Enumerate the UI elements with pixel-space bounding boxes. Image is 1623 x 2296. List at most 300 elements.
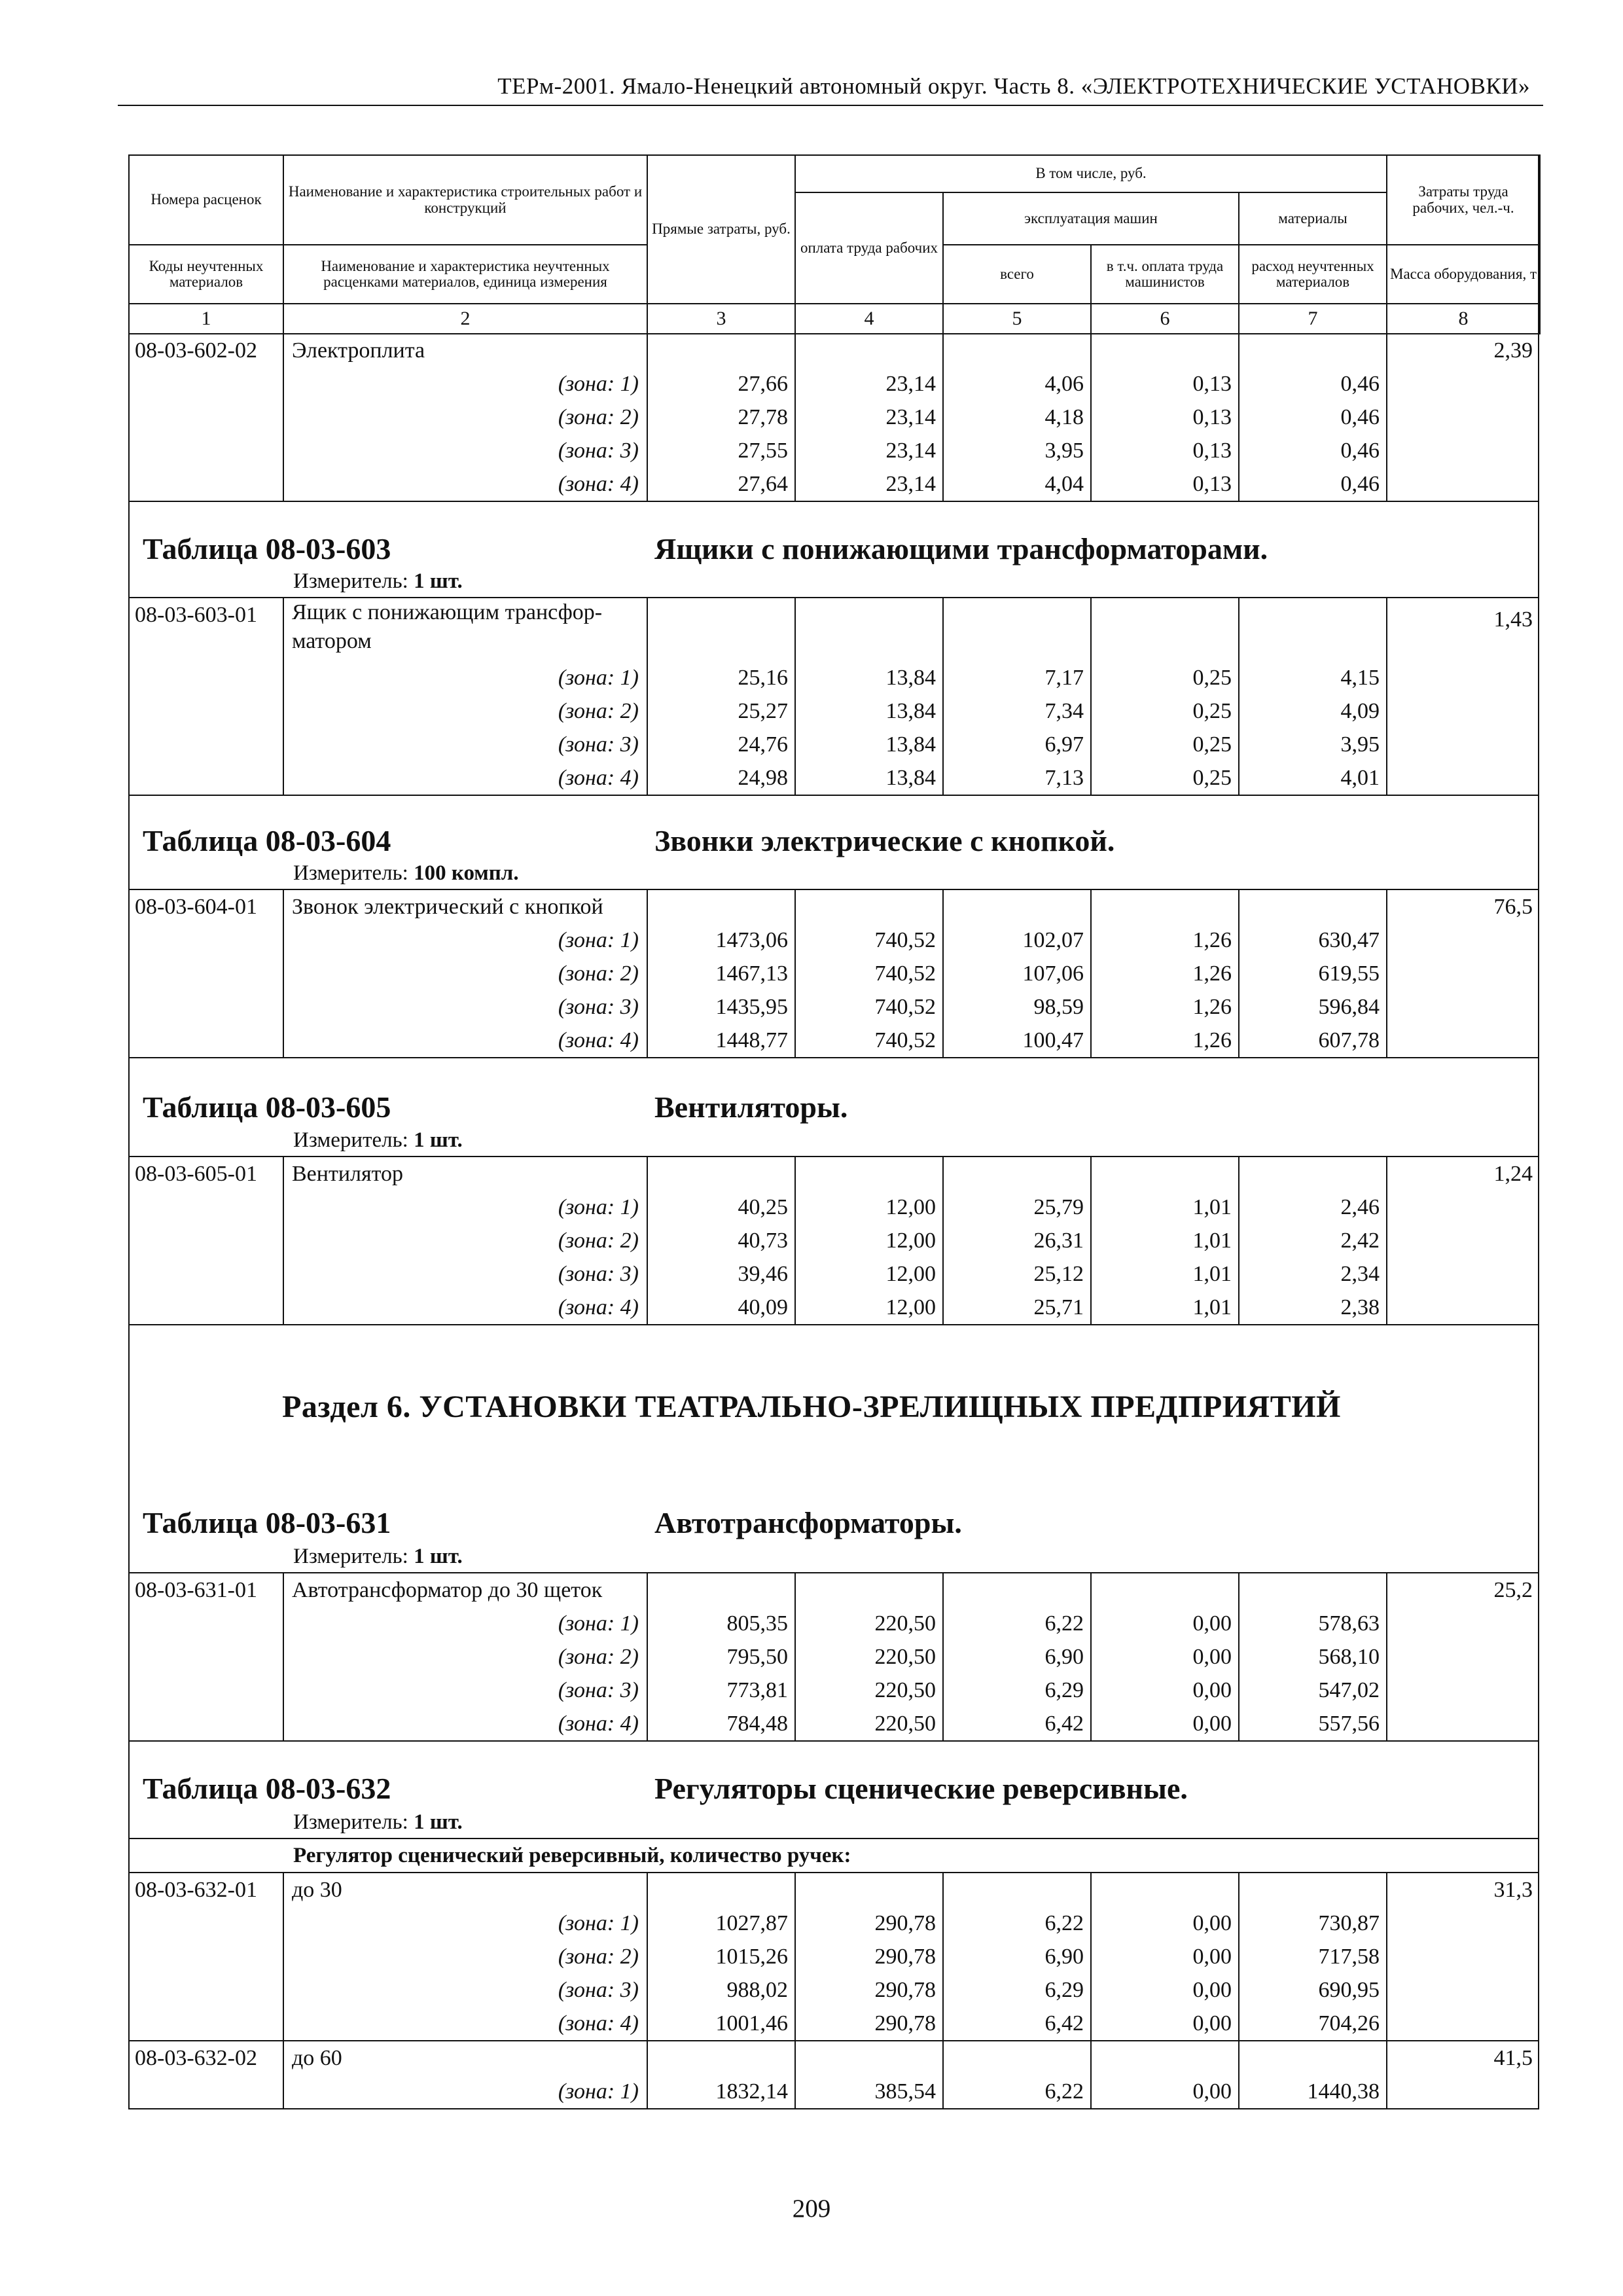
- table-row: [128, 1907, 1539, 1940]
- empty-cell: [794, 2041, 942, 2075]
- empty-cell: [1386, 2007, 1539, 2040]
- item-name: Звонок электрический с кнопкой: [283, 890, 647, 924]
- empty-cell: [1386, 728, 1539, 761]
- empty-cell: [647, 334, 794, 367]
- empty-cell: [128, 467, 283, 501]
- table-name: Звонки электрические с кнопкой.: [654, 824, 1115, 857]
- table-row: [128, 957, 1539, 990]
- zone-label: (зона: 1): [283, 367, 647, 401]
- table-title: Таблица 08-03-603: [143, 532, 391, 565]
- value-cell: 23,14: [794, 467, 942, 501]
- empty-cell: [128, 924, 283, 957]
- zone-label: (зона: 3): [283, 728, 647, 761]
- col-number: 2: [283, 304, 647, 334]
- empty-cell: [128, 434, 283, 467]
- empty-cell: [1386, 467, 1539, 501]
- empty-cell: [1386, 1907, 1539, 1940]
- empty-cell: [1238, 1873, 1386, 1907]
- value-cell: 619,55: [1238, 957, 1386, 990]
- value-cell: 2,38: [1238, 1291, 1386, 1324]
- empty-cell: [1386, 1973, 1539, 2007]
- empty-cell: [128, 2007, 283, 2040]
- value-cell: 0,00: [1090, 1907, 1238, 1940]
- empty-cell: [1238, 1157, 1386, 1191]
- header-col4: оплата труда рабочих: [795, 192, 943, 304]
- labor-cost: 1,43: [1386, 598, 1539, 661]
- header-col3: Прямые затраты, руб.: [647, 155, 795, 304]
- table-row: [128, 2007, 1539, 2040]
- empty-cell: [1386, 1191, 1539, 1224]
- empty-cell: [1386, 694, 1539, 728]
- value-cell: 100,47: [942, 1024, 1090, 1057]
- empty-cell: [1386, 1674, 1539, 1707]
- zone-label: (зона: 4): [283, 2007, 647, 2040]
- value-cell: 795,50: [647, 1640, 794, 1674]
- empty-cell: [1386, 990, 1539, 1024]
- value-cell: 1,26: [1090, 924, 1238, 957]
- table-name: Автотрансформаторы.: [654, 1506, 962, 1539]
- item-name: до 60: [283, 2041, 647, 2075]
- value-cell: 1,26: [1090, 1024, 1238, 1057]
- header-col6: в т.ч. оплата труда машинистов: [1091, 245, 1239, 304]
- table-row: [128, 661, 1539, 694]
- empty-cell: [1386, 1607, 1539, 1640]
- table-row: [128, 2075, 1539, 2108]
- value-cell: 2,46: [1238, 1191, 1386, 1224]
- empty-cell: [1090, 334, 1238, 367]
- header-col2-top: Наименование и характеристика строительных работ и конструкций: [283, 155, 647, 245]
- value-cell: 385,54: [794, 2075, 942, 2108]
- header-col8-top: Затраты труда рабочих, чел.-ч.: [1387, 155, 1540, 245]
- empty-cell: [128, 1674, 283, 1707]
- value-cell: 0,46: [1238, 467, 1386, 501]
- col-number: 3: [647, 304, 795, 334]
- table-row: [128, 990, 1539, 1024]
- value-cell: 40,25: [647, 1191, 794, 1224]
- table-row: [128, 1674, 1539, 1707]
- zone-label: (зона: 2): [283, 694, 647, 728]
- value-cell: 578,63: [1238, 1607, 1386, 1640]
- value-cell: 6,97: [942, 728, 1090, 761]
- value-cell: 4,01: [1238, 761, 1386, 795]
- value-cell: 1001,46: [647, 2007, 794, 2040]
- value-cell: 102,07: [942, 924, 1090, 957]
- value-cell: 704,26: [1238, 2007, 1386, 2040]
- value-cell: 0,46: [1238, 401, 1386, 434]
- empty-cell: [647, 1573, 794, 1607]
- table-name: Регуляторы сценические реверсивные.: [654, 1772, 1188, 1805]
- value-cell: 4,15: [1238, 661, 1386, 694]
- empty-cell: [1238, 2041, 1386, 2075]
- value-cell: 6,42: [942, 2007, 1090, 2040]
- table-row: [128, 1257, 1539, 1291]
- group-heading: Регулятор сценический реверсивный, количество ручек:: [293, 1844, 851, 1867]
- value-cell: 0,25: [1090, 694, 1238, 728]
- rate-code: 08-03-603-01: [135, 603, 257, 627]
- value-cell: 290,78: [794, 1973, 942, 2007]
- table-measure: Измеритель: 1 шт.: [293, 1545, 463, 1568]
- empty-cell: [128, 1291, 283, 1324]
- table-name: Ящики с понижающими трансформаторами.: [654, 532, 1268, 565]
- table-row: [128, 401, 1539, 434]
- row-divider: [128, 1838, 1539, 1839]
- table-row: [128, 467, 1539, 501]
- value-cell: 6,42: [942, 1707, 1090, 1740]
- empty-cell: [1090, 2041, 1238, 2075]
- zone-label: (зона: 1): [283, 1607, 647, 1640]
- empty-cell: [1386, 434, 1539, 467]
- labor-cost: 41,5: [1386, 2041, 1539, 2075]
- value-cell: 2,34: [1238, 1257, 1386, 1291]
- empty-cell: [1386, 957, 1539, 990]
- empty-cell: [1238, 598, 1386, 661]
- table-row: [128, 598, 1539, 661]
- value-cell: 0,13: [1090, 434, 1238, 467]
- table-row: [128, 890, 1539, 924]
- value-cell: 39,46: [647, 1257, 794, 1291]
- value-cell: 7,17: [942, 661, 1090, 694]
- empty-cell: [794, 890, 942, 924]
- table-row: [128, 761, 1539, 795]
- value-cell: 12,00: [794, 1191, 942, 1224]
- empty-cell: [128, 2075, 283, 2108]
- page-number: 209: [792, 2195, 831, 2223]
- table-title: Таблица 08-03-632: [143, 1772, 391, 1805]
- value-cell: 1,01: [1090, 1191, 1238, 1224]
- col-number: 5: [943, 304, 1091, 334]
- zone-label: (зона: 4): [283, 467, 647, 501]
- value-cell: 4,09: [1238, 694, 1386, 728]
- value-cell: 3,95: [1238, 728, 1386, 761]
- empty-cell: [1090, 598, 1238, 661]
- zone-label: (зона: 1): [283, 2075, 647, 2108]
- value-cell: 4,18: [942, 401, 1090, 434]
- value-cell: 290,78: [794, 1940, 942, 1973]
- table-measure: Измеритель: 100 компл.: [293, 861, 519, 885]
- empty-cell: [942, 334, 1090, 367]
- value-cell: 690,95: [1238, 1973, 1386, 2007]
- table-row: [128, 1707, 1539, 1740]
- table-measure: Измеритель: 1 шт.: [293, 1128, 463, 1152]
- empty-cell: [942, 1157, 1090, 1191]
- value-cell: 13,84: [794, 728, 942, 761]
- value-cell: 290,78: [794, 2007, 942, 2040]
- empty-cell: [128, 1973, 283, 2007]
- empty-cell: [128, 401, 283, 434]
- zone-label: (зона: 2): [283, 1940, 647, 1973]
- value-cell: 220,50: [794, 1607, 942, 1640]
- empty-cell: [1090, 1873, 1238, 1907]
- empty-cell: [1386, 1024, 1539, 1057]
- zone-label: (зона: 4): [283, 1707, 647, 1740]
- table-measure: Измеритель: 1 шт.: [293, 1810, 463, 1834]
- col-number: 7: [1239, 304, 1387, 334]
- value-cell: 547,02: [1238, 1674, 1386, 1707]
- table-row: [128, 2041, 1539, 2075]
- value-cell: 25,27: [647, 694, 794, 728]
- empty-cell: [942, 598, 1090, 661]
- zone-label: (зона: 2): [283, 401, 647, 434]
- value-cell: 805,35: [647, 1607, 794, 1640]
- value-cell: 12,00: [794, 1257, 942, 1291]
- empty-cell: [1238, 334, 1386, 367]
- section-title: Раздел 6. УСТАНОВКИ ТЕАТРАЛЬНО-ЗРЕЛИЩНЫХ ПРЕДПРИЯТИЙ: [282, 1390, 1341, 1424]
- value-cell: 6,22: [942, 1607, 1090, 1640]
- value-cell: 27,55: [647, 434, 794, 467]
- value-cell: 25,16: [647, 661, 794, 694]
- labor-cost: 76,5: [1386, 890, 1539, 924]
- empty-cell: [1238, 1573, 1386, 1607]
- value-cell: 6,29: [942, 1674, 1090, 1707]
- value-cell: 0,00: [1090, 1640, 1238, 1674]
- header-col1-top: Номера расценок: [129, 155, 283, 245]
- value-cell: 730,87: [1238, 1907, 1386, 1940]
- empty-cell: [1386, 1940, 1539, 1973]
- value-cell: 1448,77: [647, 1024, 794, 1057]
- value-cell: 1027,87: [647, 1907, 794, 1940]
- table-row: [128, 1224, 1539, 1257]
- item-name: [283, 598, 647, 661]
- empty-cell: [1090, 1573, 1238, 1607]
- empty-cell: [1386, 1224, 1539, 1257]
- value-cell: 13,84: [794, 761, 942, 795]
- value-cell: 0,13: [1090, 367, 1238, 401]
- empty-cell: [1090, 1157, 1238, 1191]
- empty-cell: [128, 1024, 283, 1057]
- item-name: Электроплита: [283, 334, 647, 367]
- empty-cell: [1090, 890, 1238, 924]
- value-cell: 1467,13: [647, 957, 794, 990]
- empty-cell: [1386, 401, 1539, 434]
- table-row: [128, 334, 1539, 367]
- value-cell: 1473,06: [647, 924, 794, 957]
- zone-label: (зона: 4): [283, 1024, 647, 1057]
- value-cell: 717,58: [1238, 1940, 1386, 1973]
- value-cell: 13,84: [794, 661, 942, 694]
- empty-cell: [647, 1157, 794, 1191]
- col-number: 8: [1387, 304, 1540, 334]
- empty-cell: [1238, 890, 1386, 924]
- table-row: [128, 1640, 1539, 1674]
- empty-cell: [1386, 1707, 1539, 1740]
- empty-cell: [647, 1873, 794, 1907]
- empty-cell: [128, 1907, 283, 1940]
- header-col5: всего: [943, 245, 1091, 304]
- table-row: [128, 924, 1539, 957]
- running-header: ТЕРм-2001. Ямало-Ненецкий автономный округ. Часть 8. «ЭЛЕКТРОТЕХНИЧЕСКИЕ УСТАНОВКИ»: [497, 73, 1530, 99]
- value-cell: 220,50: [794, 1640, 942, 1674]
- value-cell: 1,26: [1090, 957, 1238, 990]
- row-divider: [128, 795, 1539, 796]
- value-cell: 1435,95: [647, 990, 794, 1024]
- labor-cost: 25,2: [1386, 1573, 1539, 1607]
- table-header: [128, 154, 1541, 334]
- row-divider: [128, 1324, 1539, 1325]
- empty-cell: [128, 367, 283, 401]
- value-cell: 0,25: [1090, 728, 1238, 761]
- value-cell: 26,31: [942, 1224, 1090, 1257]
- item-name: Вентилятор: [283, 1157, 647, 1191]
- zone-label: (зона: 1): [283, 924, 647, 957]
- labor-cost: 31,3: [1386, 1873, 1539, 1907]
- value-cell: 13,84: [794, 694, 942, 728]
- value-cell: 0,00: [1090, 1707, 1238, 1740]
- zone-label: (зона: 1): [283, 661, 647, 694]
- empty-cell: [128, 1257, 283, 1291]
- empty-cell: [1386, 661, 1539, 694]
- value-cell: 4,04: [942, 467, 1090, 501]
- value-cell: 0,00: [1090, 1674, 1238, 1707]
- rate-code: 08-03-632-02: [135, 2046, 257, 2070]
- empty-cell: [794, 1573, 942, 1607]
- table-row: [128, 1191, 1539, 1224]
- table-row: [128, 367, 1539, 401]
- value-cell: 988,02: [647, 1973, 794, 2007]
- header-col8-bottom: Масса оборудования, т: [1387, 245, 1540, 304]
- value-cell: 12,00: [794, 1224, 942, 1257]
- value-cell: 25,71: [942, 1291, 1090, 1324]
- value-cell: 740,52: [794, 1024, 942, 1057]
- table-name: Вентиляторы.: [654, 1090, 848, 1124]
- value-cell: 3,95: [942, 434, 1090, 467]
- empty-cell: [794, 598, 942, 661]
- value-cell: 630,47: [1238, 924, 1386, 957]
- value-cell: 740,52: [794, 957, 942, 990]
- empty-cell: [647, 598, 794, 661]
- col-number: 4: [795, 304, 943, 334]
- value-cell: 1,26: [1090, 990, 1238, 1024]
- empty-cell: [647, 2041, 794, 2075]
- value-cell: 23,14: [794, 401, 942, 434]
- value-cell: 220,50: [794, 1674, 942, 1707]
- table-row: [128, 434, 1539, 467]
- rate-code: 08-03-632-01: [135, 1878, 257, 1902]
- empty-cell: [128, 694, 283, 728]
- value-cell: 27,78: [647, 401, 794, 434]
- empty-cell: [128, 957, 283, 990]
- empty-cell: [942, 1873, 1090, 1907]
- table-row: [128, 1291, 1539, 1324]
- table-row: [128, 1940, 1539, 1973]
- value-cell: 40,73: [647, 1224, 794, 1257]
- table-row: [128, 728, 1539, 761]
- value-cell: 290,78: [794, 1907, 942, 1940]
- value-cell: 596,84: [1238, 990, 1386, 1024]
- value-cell: 1832,14: [647, 2075, 794, 2108]
- zone-label: (зона: 3): [283, 1257, 647, 1291]
- value-cell: 6,90: [942, 1640, 1090, 1674]
- header-machines: эксплуатация машин: [943, 192, 1239, 245]
- zone-label: (зона: 3): [283, 990, 647, 1024]
- header-including: В том числе, руб.: [795, 155, 1387, 192]
- rate-code: 08-03-605-01: [135, 1162, 257, 1186]
- value-cell: 6,90: [942, 1940, 1090, 1973]
- labor-cost: 1,24: [1386, 1157, 1539, 1191]
- item-name-line: матором: [292, 629, 372, 653]
- value-cell: 773,81: [647, 1674, 794, 1707]
- empty-cell: [1386, 924, 1539, 957]
- value-cell: 23,14: [794, 434, 942, 467]
- table-row: [128, 1973, 1539, 2007]
- table-row: [128, 694, 1539, 728]
- empty-cell: [128, 1707, 283, 1740]
- value-cell: 23,14: [794, 367, 942, 401]
- value-cell: 0,00: [1090, 1940, 1238, 1973]
- value-cell: 784,48: [647, 1707, 794, 1740]
- value-cell: 0,00: [1090, 1973, 1238, 2007]
- value-cell: 740,52: [794, 990, 942, 1024]
- empty-cell: [1386, 367, 1539, 401]
- empty-cell: [128, 1224, 283, 1257]
- header-col1-bottom: Коды неучтенных материалов: [129, 245, 283, 304]
- row-divider: [128, 1740, 1539, 1742]
- zone-label: (зона: 3): [283, 434, 647, 467]
- value-cell: 0,00: [1090, 1607, 1238, 1640]
- value-cell: 12,00: [794, 1291, 942, 1324]
- value-cell: 0,25: [1090, 661, 1238, 694]
- zone-label: (зона: 4): [283, 761, 647, 795]
- empty-cell: [942, 2041, 1090, 2075]
- zone-label: (зона: 2): [283, 1224, 647, 1257]
- value-cell: 25,79: [942, 1191, 1090, 1224]
- table-title: Таблица 08-03-631: [143, 1506, 391, 1539]
- col-number: 6: [1091, 304, 1239, 334]
- empty-cell: [1386, 1291, 1539, 1324]
- value-cell: 740,52: [794, 924, 942, 957]
- empty-cell: [128, 990, 283, 1024]
- value-cell: 0,00: [1090, 2075, 1238, 2108]
- value-cell: 24,76: [647, 728, 794, 761]
- value-cell: 1015,26: [647, 1940, 794, 1973]
- value-cell: 6,22: [942, 1907, 1090, 1940]
- empty-cell: [1386, 1257, 1539, 1291]
- item-name-line: Ящик с понижающим трансфор-: [292, 600, 603, 624]
- value-cell: 27,66: [647, 367, 794, 401]
- empty-cell: [1386, 1640, 1539, 1674]
- zone-label: (зона: 3): [283, 1973, 647, 2007]
- value-cell: 2,42: [1238, 1224, 1386, 1257]
- value-cell: 0,25: [1090, 761, 1238, 795]
- empty-cell: [128, 1640, 283, 1674]
- empty-cell: [794, 334, 942, 367]
- table-row: [128, 1573, 1539, 1607]
- value-cell: 0,46: [1238, 434, 1386, 467]
- value-cell: 607,78: [1238, 1024, 1386, 1057]
- empty-cell: [794, 1157, 942, 1191]
- value-cell: 7,13: [942, 761, 1090, 795]
- row-divider: [128, 501, 1539, 502]
- value-cell: 568,10: [1238, 1640, 1386, 1674]
- empty-cell: [647, 890, 794, 924]
- table-title: Таблица 08-03-605: [143, 1090, 391, 1124]
- empty-cell: [128, 661, 283, 694]
- zone-label: (зона: 2): [283, 1640, 647, 1674]
- value-cell: 0,13: [1090, 467, 1238, 501]
- zone-label: (зона: 2): [283, 957, 647, 990]
- empty-cell: [942, 890, 1090, 924]
- value-cell: 0,13: [1090, 401, 1238, 434]
- empty-cell: [128, 728, 283, 761]
- zone-label: (зона: 1): [283, 1907, 647, 1940]
- zone-label: (зона: 3): [283, 1674, 647, 1707]
- value-cell: 98,59: [942, 990, 1090, 1024]
- value-cell: 1,01: [1090, 1291, 1238, 1324]
- empty-cell: [942, 1573, 1090, 1607]
- value-cell: 220,50: [794, 1707, 942, 1740]
- table-bottom-rule: [128, 2108, 1539, 2109]
- empty-cell: [794, 1873, 942, 1907]
- table-measure: Измеритель: 1 шт.: [293, 569, 463, 593]
